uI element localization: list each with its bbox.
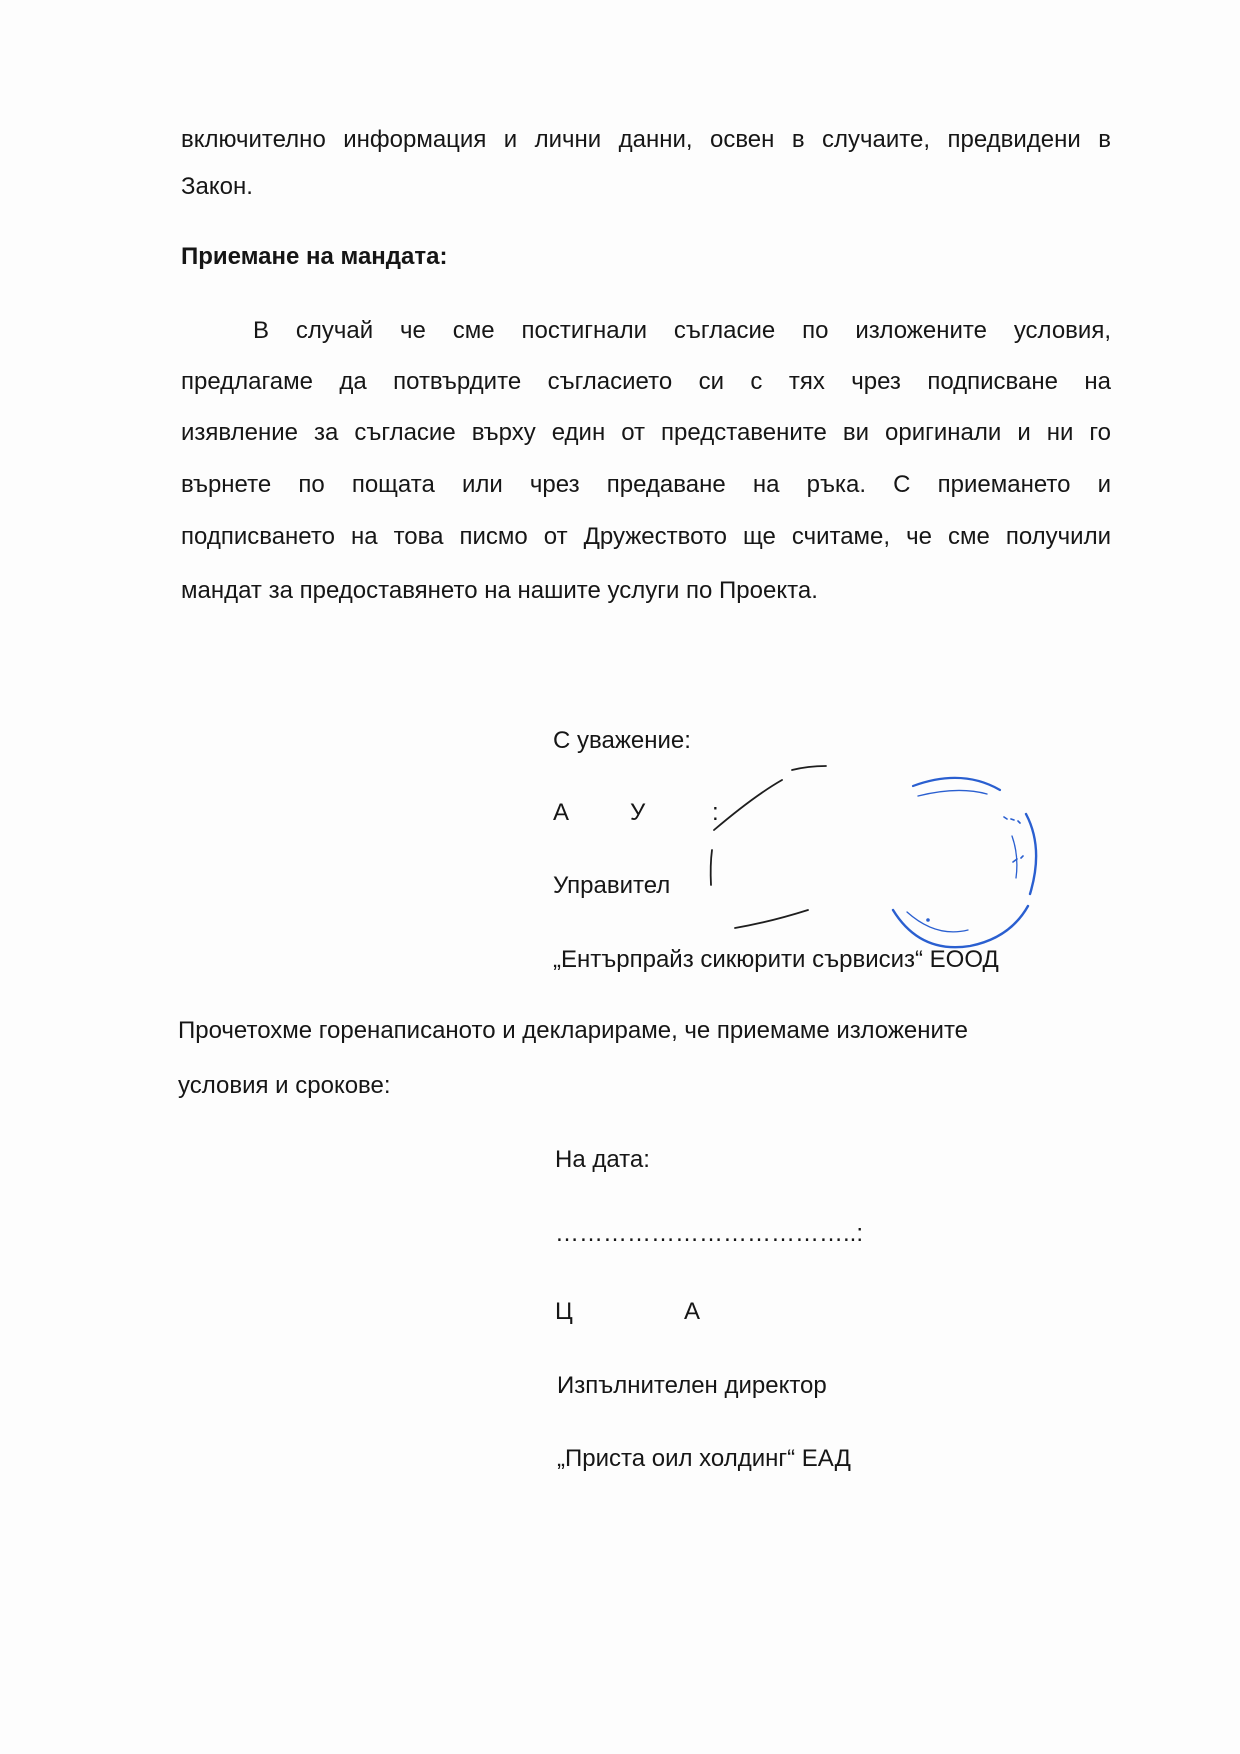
mandate-line-1: В случай че сме постигнали съгласие по изложените условия, — [253, 317, 1111, 344]
recipient-initial-last: А — [684, 1298, 701, 1325]
mandate-line-2: предлагаме да потвърдите съгласието си с тях чрез подписване на — [181, 368, 1111, 395]
sender-initial-first: А — [553, 799, 570, 826]
closing-salutation: С уважение: — [553, 727, 691, 754]
intro-line-2: Закон. — [181, 173, 253, 200]
sender-initial-last: У — [630, 799, 646, 826]
recipient-initial-first: Ц — [555, 1298, 573, 1325]
recipient-role: Изпълнителен директор — [557, 1372, 827, 1399]
signature-line: ………………………………..: — [555, 1220, 864, 1247]
sender-role: Управител — [553, 872, 671, 899]
mandate-line-3: изявление за съгласие върху един от представените ви оригинали и ни го — [181, 419, 1111, 446]
company-stamp — [893, 778, 1036, 947]
acceptance-line-2: условия и срокове: — [178, 1072, 391, 1099]
sender-company: „Ентърпрайз сикюрити сървисиз“ ЕООД — [553, 946, 999, 973]
date-label: На дата: — [555, 1146, 650, 1173]
mandate-line-4: върнете по пощата или чрез предаване на ръка. С приемането и — [181, 471, 1111, 498]
mandate-line-5: подписването на това писмо от Дружеството ще считаме, че сме получили — [181, 523, 1111, 550]
sender-colon: : — [712, 799, 719, 826]
intro-line-1: включително информация и лични данни, освен в случаите, предвидени в — [181, 126, 1111, 153]
acceptance-line-1: Прочетохме горенаписаното и декларираме, че приемаме изложените — [178, 1017, 969, 1044]
recipient-company: „Приста оил холдинг“ ЕАД — [557, 1445, 851, 1472]
signature-and-stamp-graphic — [700, 760, 1080, 980]
handwritten-signature — [711, 766, 826, 928]
mandate-line-6: мандат за предоставянето на нашите услуги по Проекта. — [181, 577, 818, 604]
mandate-heading: Приемане на мандата: — [181, 243, 448, 270]
